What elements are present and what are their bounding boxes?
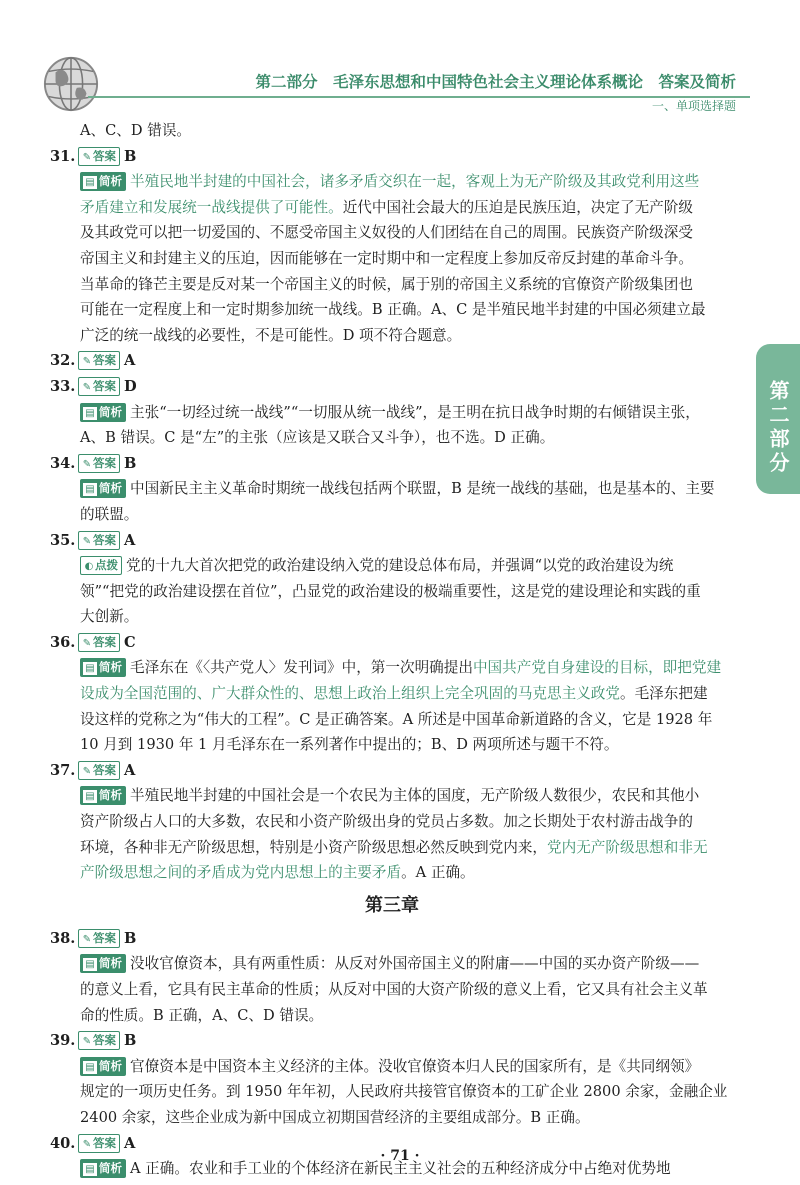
q36-analysis-line: 设这样的党称之为“伟大的工程”。C 是正确答案。A 所述是中国革命新道路的含义，它是 1928 年 [80,710,713,728]
book-icon: ▤ [83,407,97,420]
q35-number: 35. [50,531,76,549]
q31-analysis-line: ▤ 简析 半殖民地半封建的中国社会，诸多矛盾交织在一起，客观上为无产阶级及其政党利用这些 [50,169,734,195]
q37-analysis-line: 环境，各种非无产阶级思想，特别是小资产阶级思想必然反映到党内来，党内无产阶级思想和非无 [80,838,708,856]
q36-analysis-line: 设成为全国范围的、广大群众性的、思想上政治上组织上完全巩固的马克思主义政党。毛泽东把建 [80,685,708,703]
answer-tag: ✎ 答案 [78,633,120,652]
book-icon: ▤ [83,176,97,189]
answer-tag: ✎ 答案 [78,351,120,370]
q34-number: 34. [50,454,76,472]
pencil-icon: ✎ [82,933,92,945]
q37-answer: A [124,761,136,779]
side-section-tab: 第二部分 [756,344,800,494]
q40-answer: A [124,1134,136,1152]
q40-analysis-line: ▤ 简析 A 正确。农业和手工业的个体经济在新民主主义社会的五种经济成分中占绝对优势地 [50,1156,734,1182]
q36-analysis-line: ▤ 简析 毛泽东在《〈共产党人〉发刊词》中，第一次明确提出中国共产党自身建设的目标，即把党建 [50,655,734,681]
q31-answer: B [124,147,137,165]
q33-analysis-line: ▤ 简析 主张“一切经过统一战线”“一切服从统一战线”，是王明在抗日战争时期的右倾错误主张， [50,400,734,426]
answer-tag: ✎ 答案 [78,147,120,166]
q35-hint-line: ◐ 点拨 党的十九大首次把党的政治建设纳入党的建设总体布局，并强调“以党的政治建设为统 [50,553,734,579]
q31-analysis-line: 可能在一定程度上和一定时期参加统一战线。B 正确。A、C 是半殖民地半封建的中国必须建立最 [80,301,706,319]
q32-answer-row [50,348,734,374]
running-header-title: 第二部分 毛泽东思想和中国特色社会主义理论体系概论 答案及简析 [255,73,736,91]
analysis-tag: ▤ 简析 [80,786,126,805]
q31-analysis-line: 广泛的统一战线的必要性，不是可能性。D 项不符合题意。 [80,326,462,344]
q37-number: 37. [50,761,76,779]
lightbulb-icon: ◐ [84,561,94,573]
book-icon: ▤ [83,483,97,496]
analysis-tag: ▤ 简析 [80,403,126,422]
q36-analysis-line: 10 月到 1930 年 1 月毛泽东在一系列著作中提出的；B、D 两项所述与题干不符。 [80,736,619,754]
q35-hint-line: 领”“把党的政治建设摆在首位”，凸显党的政治建设的极端重要性，这是党的建设理论和实践的重 [80,582,701,600]
q33-answer: D [124,377,137,395]
q32-number: 32. [50,352,76,370]
q38-analysis-line: 的意义上看，它具有民主革命的性质；从反对中国的大资产阶级的意义上看，它又具有社会主义革 [80,981,708,998]
q31-analysis-line: 及其政党可以把一切爱国的、不愿受帝国主义奴役的人们团结在自己的周围。民族资产阶级深受 [80,224,693,242]
q37-analysis-line: 产阶级思想之间的矛盾成为党内思想上的主要矛盾。A 正确。 [80,864,475,882]
q34-analysis-line: 的联盟。 [80,505,139,523]
answer-tag: ✎ 答案 [78,531,120,550]
q35-answer-row [50,528,734,554]
answer-tag: ✎ 答案 [78,1031,120,1050]
pencil-icon: ✎ [82,458,92,470]
q37-analysis-line: 资产阶级占人口的大多数，农民和小资产阶级出身的党员占多数。加之长期处于农村游击战争的 [80,813,693,831]
q38-answer: B [124,929,137,947]
book-icon: ▤ [83,790,97,803]
q36-number: 36. [50,633,76,651]
book-icon: ▤ [83,958,97,971]
q39-analysis-line: ▤ 简析 官僚资本是中国资本主义经济的主体。没收官僚资本归人民的国家所有，是《共同纲领》 [50,1054,734,1080]
q31-number: 31. [50,147,76,165]
q39-answer: B [124,1032,137,1050]
q36-answer: C [124,633,136,651]
q30-tail: A、C、D 错误。 [80,122,192,139]
globe-icon [42,55,100,113]
pencil-icon: ✎ [82,637,92,649]
analysis-tag: ▤ 简析 [80,1057,126,1076]
hint-tag: ◐ 点拨 [80,556,122,575]
q39-number: 39. [50,1032,76,1050]
q37-analysis-line: ▤ 简析 半殖民地半封建的中国社会是一个农民为主体的国度，无产阶级人数很少，农民和其他小 [50,783,734,809]
book-icon: ▤ [83,1061,97,1074]
q35-hint-line: 大创新。 [80,608,139,626]
q36-answer-row [50,630,734,656]
q38-number: 38. [50,929,76,947]
book-icon: ▤ [83,662,97,675]
q38-analysis-line: ▤ 简析 没收官僚资本，具有两重性质：从反对外国帝国主义的附庸——中国的买办资产阶级—— [50,951,734,977]
chapter-heading: 第三章 [365,894,419,916]
analysis-tag: ▤ 简析 [80,479,126,498]
answer-tag: ✎ 答案 [78,377,120,396]
analysis-tag: ▤ 简析 [80,658,126,677]
q31-analysis-line: 帝国主义和封建主义的压迫，因而能够在一定时期中和一定程度上参加反帝反封建的革命斗争。 [80,249,693,267]
q32-answer: A [124,352,136,370]
running-header-subtitle: 一、单项选择题 [651,99,736,113]
analysis-tag: ▤ 简析 [80,954,126,973]
q34-answer-row [50,451,734,477]
pencil-icon: ✎ [82,356,92,368]
q38-answer-row [50,926,734,952]
answer-tag: ✎ 答案 [78,761,120,780]
q38-analysis-line: 命的性质。B 正确，A、C、D 错误。 [80,1006,324,1024]
q39-answer-row [50,1028,734,1054]
q37-answer-row [50,758,734,784]
q34-answer: B [124,454,137,472]
q33-number: 33. [50,377,76,395]
q31-answer-row [50,144,734,170]
answer-tag: ✎ 答案 [78,929,120,948]
pencil-icon: ✎ [82,151,92,163]
pencil-icon: ✎ [82,381,92,393]
pencil-icon: ✎ [82,1036,92,1048]
answer-tag: ✎ 答案 [78,454,120,473]
pencil-icon: ✎ [82,535,92,547]
q39-analysis-line: 2400 余家，这些企业成为新中国成立初期国营经济的主要组成部分。B 正确。 [80,1108,590,1126]
answer-tag: ✎ 答案 [78,1134,120,1153]
pencil-icon: ✎ [82,765,92,777]
book-icon: ▤ [83,1163,97,1176]
q33-answer-row [50,374,734,400]
q31-analysis-line: 矛盾建立和发展统一战线提供了可能性。近代中国社会最大的压迫是民族压迫，决定了无产阶级 [80,198,693,216]
analysis-tag: ▤ 简析 [80,1159,126,1178]
analysis-tag: ▤ 简析 [80,172,126,191]
answer-content [50,118,734,1182]
q33-analysis-line: A、B 错误。C 是“左”的主张（应该是又联合又斗争），也不选。D 正确。 [80,429,555,447]
page-number: · 71 · [380,1148,420,1164]
q39-analysis-line: 规定的一项历史任务。到 1950 年年初，人民政府共接管官僚资本的工矿企业 2800 余家，金融企业 [80,1083,728,1101]
q31-analysis-line: 当革命的锋芒主要是反对某一个帝国主义的时候，属于别的帝国主义系统的官僚资产阶级集团也 [80,275,693,293]
q35-answer: A [124,531,136,549]
q34-analysis-line: ▤ 简析 中国新民主主义革命时期统一战线包括两个联盟，B 是统一战线的基础，也是基本的、主要 [50,476,734,502]
header-divider [88,96,750,98]
pencil-icon: ✎ [82,1138,92,1150]
q40-number: 40. [50,1134,76,1152]
